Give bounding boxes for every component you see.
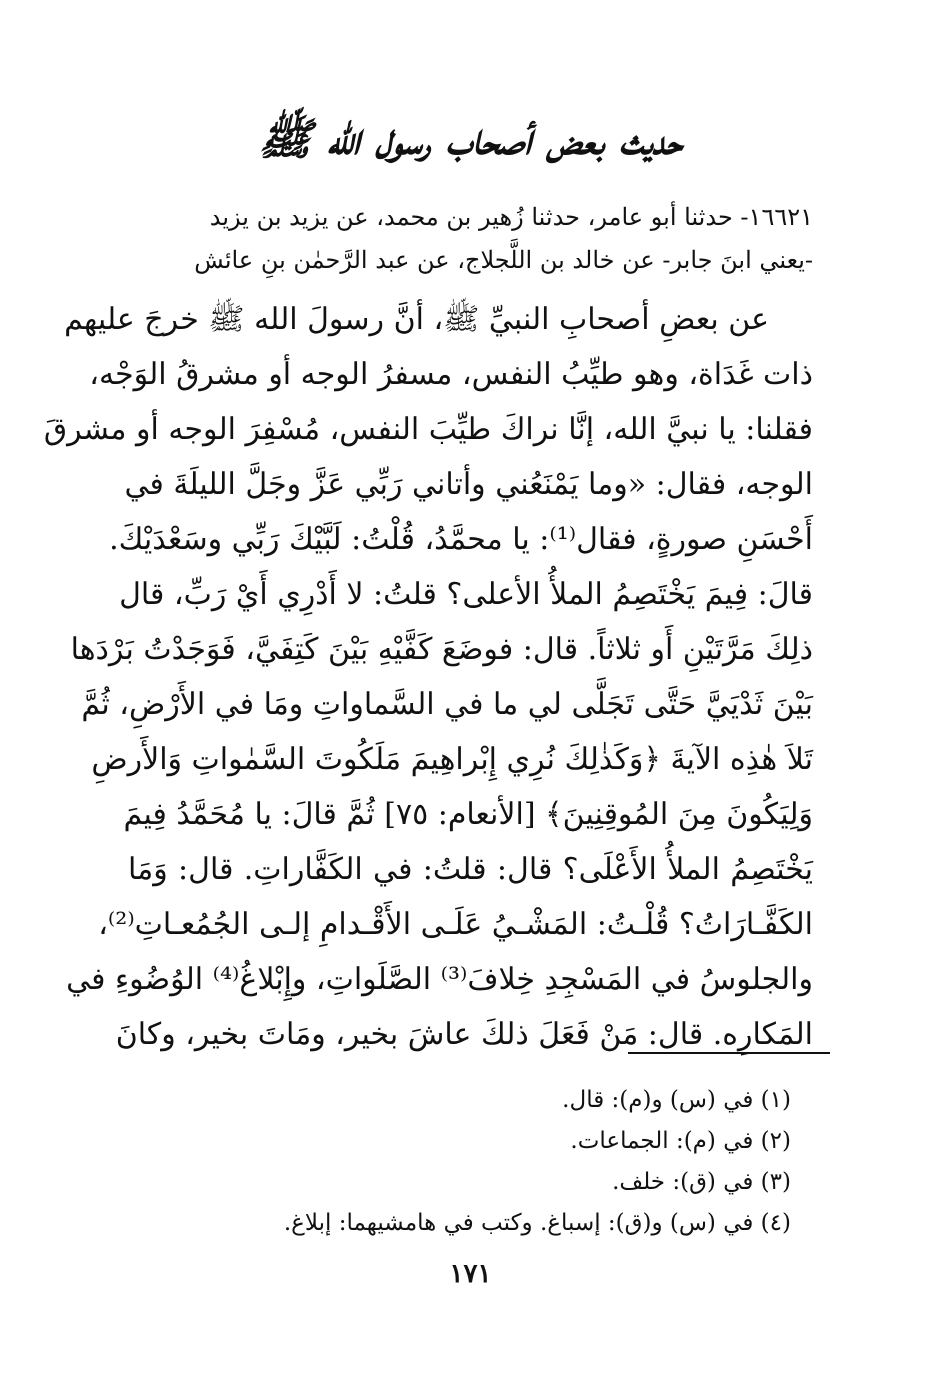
- chapter-heading: حديث بعض أصحاب رسول الله ﷺ: [258, 114, 683, 165]
- footnote: (٢) في (م): الجماعات.: [570, 1128, 791, 1154]
- hadith-text: [43, 292, 813, 1062]
- footnote: (١) في (س) و(م): قال.: [562, 1087, 791, 1113]
- text-line: ذات غَدَاة، وهو طيِّبُ النفس، مسفرُ الوجه أو مشرقُ الوَجْه،: [89, 357, 813, 392]
- text-line: والجلوسُ في المَسْجِدِ خِلافَ⁽³⁾ الصَّلَواتِ، وإِبْلاغُ⁽⁴⁾ الوُضُوءِ في: [66, 962, 813, 997]
- footnotes: [128, 1080, 791, 1244]
- isnad-line: -يعني ابنَ جابر- عن خالد بن اللَّجلاج، عن عبد الرَّحمٰن بنِ عائش: [194, 246, 813, 274]
- text-line: المَكارِه. قال: مَنْ فَعَلَ ذلكَ عاشَ بخير، ومَاتَ بخير، وكانَ: [115, 1017, 813, 1052]
- text-line: وَلِيَكُونَ مِنَ المُوقِنِينَ﴾ [الأنعام: ٧٥] ثُمَّ قالَ: يا مُحَمَّدُ فِيمَ: [123, 797, 813, 832]
- text-line: الكَفَّـارَاتُ؟ قُلْـتُ: المَشْـيُ عَلَـى الأَقْـدامِ إلـى الجُمُعـاتِ⁽²⁾،: [98, 907, 813, 942]
- text-line: أَحْسَنِ صورةٍ، فقال⁽¹⁾: يا محمَّدُ، قُلْتُ: لَبَّيْكَ رَبِّي وسَعْدَيْكَ.: [109, 522, 813, 557]
- text-line: الوجه، فقال: «وما يَمْنَعُني وأتاني رَبِّي عَزَّ وجَلَّ الليلَةَ في: [124, 467, 813, 502]
- text-line: تَلاَ هٰذِه الآيةَ ﴿وَكَذٰلِكَ نُرِي إِبْراهِيمَ مَلَكُوتَ السَّمٰواتِ وَالأَرضِ: [91, 742, 813, 777]
- isnad-line: ١٦٦٢١- حدثنا أبو عامر، حدثنا زُهير بن محمد، عن يزيد بن يزيد: [209, 203, 813, 231]
- text-line: قالَ: فِيمَ يَخْتَصِمُ الملأُ الأعلى؟ قلتُ: لا أَدْرِي أَيْ رَبِّ، قال: [119, 577, 813, 612]
- footnote-separator: [628, 1052, 830, 1054]
- page-number: ١٧١: [449, 1259, 492, 1289]
- text-line: فقلنا: يا نبيَّ الله، إنَّا نراكَ طيِّبَ النفس، مُسْفِرَ الوجه أو مشرقَ: [43, 412, 813, 447]
- isnad-block: [128, 196, 813, 282]
- text-line: يَخْتَصِمُ الملأُ الأَعْلَى؟ قال: قلتُ: في الكَفَّاراتِ. قال: وَمَا: [128, 852, 813, 887]
- text-line: ذلِكَ مَرَّتَيْنِ أَو ثلاثاً. قال: فوضَعَ كَفَّيْهِ بَيْنَ كَتِفَيَّ، فَوَجَدْتُ بَرْدَها: [70, 632, 813, 667]
- footnote: (٤) في (س) و(ق): إسباغ. وكتب في هامشيهما: إبلاغ.: [283, 1210, 791, 1236]
- text-line: عن بعضِ أصحابِ النبيِّ ﷺ، أنَّ رسولَ الله ﷺ خرجَ عليهم: [64, 302, 769, 337]
- text-line: بَيْنَ ثَدْيَيَّ حَتَّى تَجَلَّى لي ما في السَّماواتِ ومَا في الأَرْضِ، ثُمَّ: [81, 687, 813, 722]
- footnote: (٣) في (ق): خلف.: [612, 1169, 791, 1195]
